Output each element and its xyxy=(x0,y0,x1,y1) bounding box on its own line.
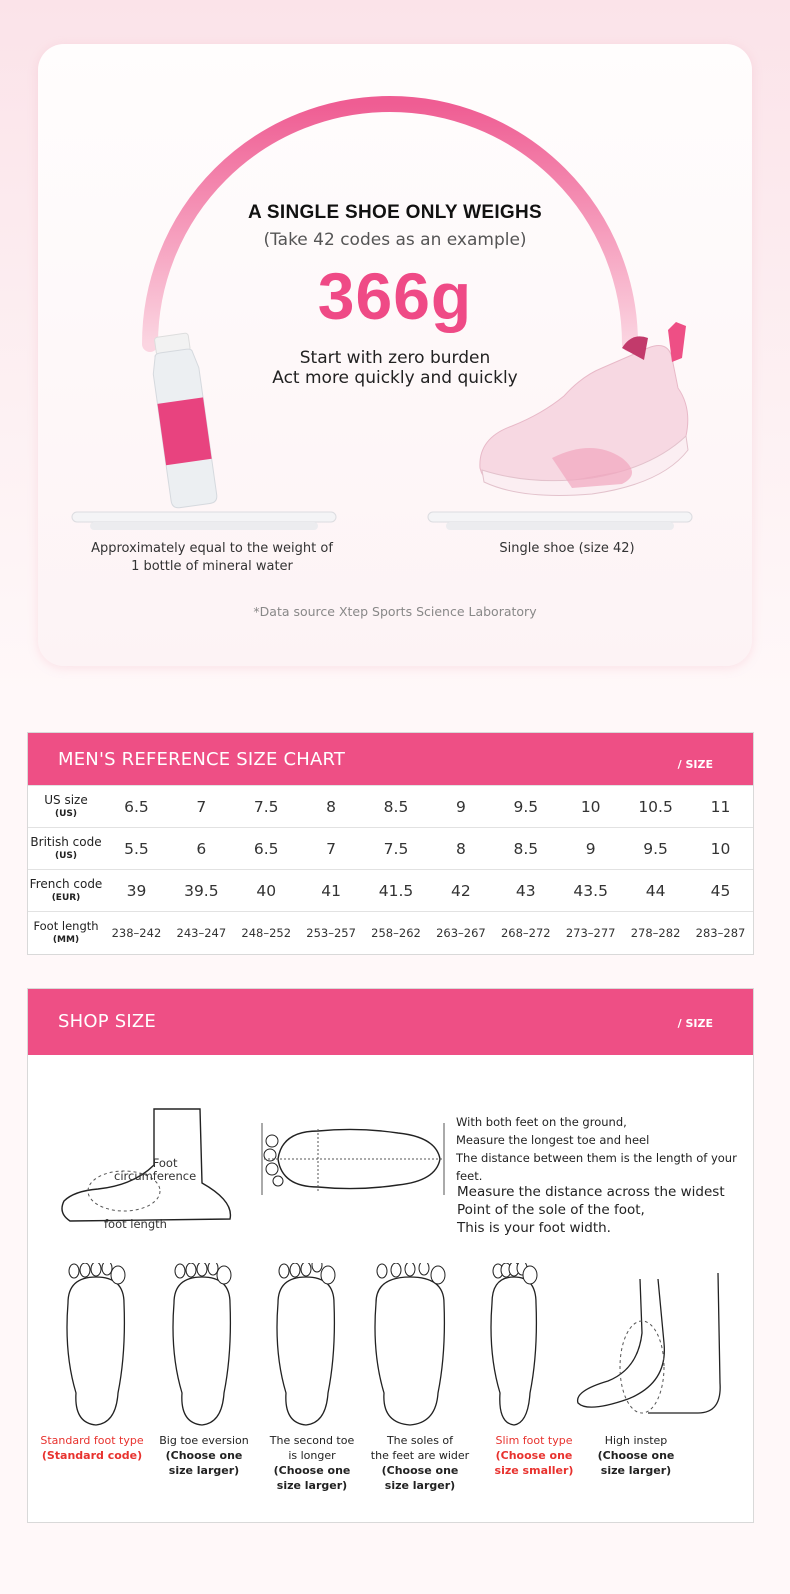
foot-type-line2: is longer xyxy=(288,1449,336,1462)
shop-size-header xyxy=(28,989,753,1055)
size-cell: 41.5 xyxy=(364,870,429,912)
size-cell: 253–257 xyxy=(299,912,364,954)
size-row-label xyxy=(28,912,104,954)
foot-type-advice1: (Choose one xyxy=(165,1449,243,1462)
foot-type-advice1: (Standard code) xyxy=(41,1449,143,1462)
size-cell: 11 xyxy=(688,786,753,828)
foot-type-caption xyxy=(360,1433,480,1493)
size-cell: 283–287 xyxy=(688,912,753,954)
bottle-caption xyxy=(84,540,340,576)
weight-headline: A SINGLE SHOE ONLY WEIGHS xyxy=(248,202,542,223)
size-cell: 40 xyxy=(234,870,299,912)
bottle-caption-line-1: Approximately equal to the weight of xyxy=(91,541,333,556)
size-cell: 8 xyxy=(299,786,364,828)
sole-top-view-icon xyxy=(258,1119,448,1199)
size-cell: 7 xyxy=(299,828,364,870)
weight-value: 366g xyxy=(317,259,473,333)
size-cell: 9.5 xyxy=(493,786,558,828)
size-cell: 43 xyxy=(493,870,558,912)
foot-outline-icon xyxy=(491,1263,537,1425)
foot-type-caption xyxy=(32,1433,152,1463)
size-row-unit: (EUR) xyxy=(51,892,81,903)
size-cell: 41 xyxy=(299,870,364,912)
foot-type-line1: Big toe eversion xyxy=(159,1434,249,1447)
shop-size-body xyxy=(28,1055,753,1522)
size-cell: 6.5 xyxy=(234,828,299,870)
tagline-2: Act more quickly and quickly xyxy=(272,368,518,388)
size-cell: 10.5 xyxy=(623,786,688,828)
size-cell: 39 xyxy=(104,870,169,912)
size-cell: 6 xyxy=(169,828,234,870)
size-row-unit: (US) xyxy=(54,850,78,861)
shop-size-panel xyxy=(27,988,754,1523)
size-row xyxy=(28,828,753,870)
foot-outline-icon xyxy=(67,1263,125,1425)
size-chart-title: MEN'S REFERENCE SIZE CHART xyxy=(58,749,346,770)
size-cell: 8.5 xyxy=(493,828,558,870)
foot-type-line1: The second toe xyxy=(269,1434,355,1447)
shoe-icon xyxy=(472,318,702,504)
size-table xyxy=(28,785,753,953)
foot-type-line2: the feet are wider xyxy=(370,1449,470,1462)
foot-length-label: foot length xyxy=(104,1217,167,1231)
size-cell: 6.5 xyxy=(104,786,169,828)
shop-size-suffix: / SIZE xyxy=(677,1017,713,1030)
size-row-label xyxy=(28,828,104,870)
size-chart-suffix: / SIZE xyxy=(677,758,713,771)
width-note-line-2: Point of the sole of the foot, xyxy=(457,1202,645,1218)
size-cell: 278–282 xyxy=(623,912,688,954)
weight-subheadline: (Take 42 codes as an example) xyxy=(263,230,527,250)
size-cell: 9 xyxy=(558,828,623,870)
foot-type-line1: The soles of xyxy=(386,1434,454,1447)
size-cell: 8 xyxy=(428,828,493,870)
foot-type-advice2: size larger) xyxy=(168,1464,240,1477)
size-cell: 42 xyxy=(428,870,493,912)
size-row xyxy=(28,870,753,912)
foot-type-advice1: (Choose one xyxy=(495,1449,573,1462)
size-cell: 238–242 xyxy=(104,912,169,954)
tagline-1: Start with zero burden xyxy=(299,348,491,368)
size-row-label xyxy=(28,870,104,912)
width-note-line-3: This is your foot width. xyxy=(457,1220,611,1236)
shop-size-title: SHOP SIZE xyxy=(58,1011,156,1032)
size-cell: 39.5 xyxy=(169,870,234,912)
size-cell: 8.5 xyxy=(364,786,429,828)
data-source: *Data source Xtep Sports Science Laboratory xyxy=(253,604,537,619)
foot-type-advice2: size larger) xyxy=(276,1479,348,1492)
size-cell: 7.5 xyxy=(364,828,429,870)
foot-type-caption xyxy=(576,1433,696,1478)
size-cell: 9.5 xyxy=(623,828,688,870)
size-cell: 258–262 xyxy=(364,912,429,954)
foot-type-advice1: (Choose one xyxy=(273,1464,351,1477)
length-note xyxy=(456,1113,753,1185)
size-cell: 43.5 xyxy=(558,870,623,912)
size-chart-header xyxy=(28,733,753,785)
size-cell: 5.5 xyxy=(104,828,169,870)
foot-circumference-label xyxy=(114,1156,197,1183)
size-cell: 7.5 xyxy=(234,786,299,828)
foot-circumference-line-1: Foot xyxy=(152,1156,178,1170)
length-note-line-3: The distance between them is the length of your feet. xyxy=(456,1151,737,1183)
shoe-caption: Single shoe (size 42) xyxy=(499,541,635,556)
foot-type-advice2: size larger) xyxy=(600,1464,672,1477)
size-row-unit: (MM) xyxy=(52,934,80,945)
size-cell: 243–247 xyxy=(169,912,234,954)
high-instep-foot-icon xyxy=(578,1273,721,1413)
size-row-label-text: French code xyxy=(29,876,103,891)
size-cell: 9 xyxy=(428,786,493,828)
weight-card xyxy=(38,44,752,666)
size-row xyxy=(28,786,753,828)
size-cell: 10 xyxy=(558,786,623,828)
foot-outline-icon xyxy=(375,1263,445,1425)
foot-type-advice1: (Choose one xyxy=(597,1449,675,1462)
left-scale-icon xyxy=(70,508,340,536)
bottle-caption-line-2: 1 bottle of mineral water xyxy=(131,559,293,574)
size-cell: 7 xyxy=(169,786,234,828)
length-note-line-1: With both feet on the ground, xyxy=(456,1115,627,1129)
size-row xyxy=(28,912,753,954)
size-cell: 268–272 xyxy=(493,912,558,954)
size-row-label-text: British code xyxy=(30,834,102,849)
size-row-label xyxy=(28,786,104,828)
foot-type-advice2: size smaller) xyxy=(494,1464,574,1477)
width-note-line-1: Measure the distance across the widest xyxy=(457,1184,725,1200)
size-cell: 248–252 xyxy=(234,912,299,954)
foot-type-caption xyxy=(252,1433,372,1493)
foot-type-advice1: (Choose one xyxy=(381,1464,459,1477)
water-bottle-icon xyxy=(136,330,236,510)
size-row-label-text: Foot length xyxy=(33,918,99,933)
size-cell: 44 xyxy=(623,870,688,912)
size-cell: 273–277 xyxy=(558,912,623,954)
size-cell: 263–267 xyxy=(428,912,493,954)
foot-type-advice2: size larger) xyxy=(384,1479,456,1492)
foot-type-line1: High instep xyxy=(604,1434,668,1447)
size-row-unit: (US) xyxy=(54,808,78,819)
foot-type-line1: Slim foot type xyxy=(495,1434,573,1447)
right-scale-icon xyxy=(426,508,696,536)
foot-type-line1: Standard foot type xyxy=(40,1434,144,1447)
foot-type-caption xyxy=(144,1433,264,1478)
length-note-line-2: Measure the longest toe and heel xyxy=(456,1133,650,1147)
foot-outline-icon xyxy=(277,1263,335,1425)
size-chart xyxy=(27,732,754,955)
foot-types-row xyxy=(28,1263,753,1433)
size-row-label-text: US size xyxy=(44,792,88,807)
size-cell: 45 xyxy=(688,870,753,912)
foot-circumference-line-2: circumference xyxy=(114,1169,197,1183)
foot-outline-icon xyxy=(173,1263,231,1425)
width-note xyxy=(457,1183,725,1237)
size-cell: 10 xyxy=(688,828,753,870)
